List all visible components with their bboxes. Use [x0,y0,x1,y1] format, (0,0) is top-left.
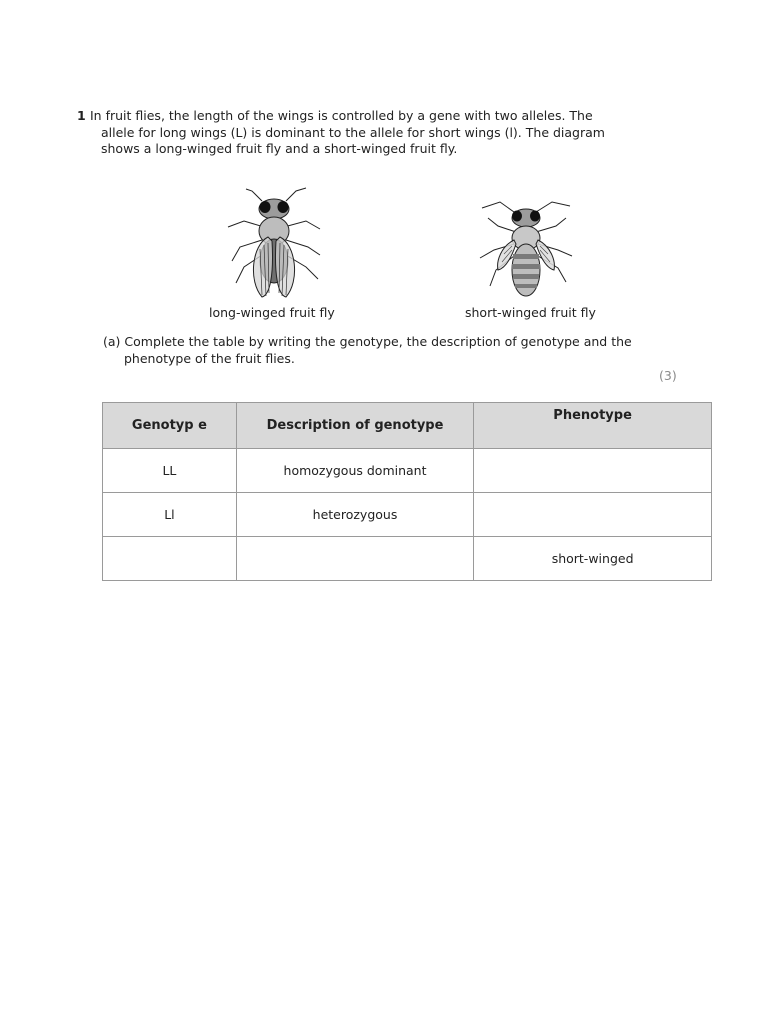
table-row [103,537,712,581]
table-header-row [103,403,712,449]
short-winged-caption: short-winged fruit fly [465,305,596,320]
genotype-answer-cell[interactable] [103,537,237,581]
header-description: Description of genotype [236,403,473,449]
table-row [103,493,712,537]
description-answer-cell[interactable] [236,537,473,581]
genotype-cell: Ll [103,493,237,537]
question-number: 1 [77,108,86,123]
part-a-text-1: Complete the table by writing the genotype, the description of genotype and the [124,334,632,349]
long-winged-fly-illustration [222,185,328,300]
header-phenotype: Phenotype [474,403,712,449]
part-a-line-2: phenotype of the fruit flies. [124,351,295,366]
part-a-line-1 [103,333,632,350]
phenotype-answer-cell[interactable] [474,449,712,493]
long-winged-caption: long-winged fruit fly [209,305,335,320]
part-a-label: (a) [103,334,121,349]
question-text [90,108,637,158]
question-line-3: shows a long-winged fruit fly and a short-winged fruit fly. [101,141,458,156]
description-cell: heterozygous [236,493,473,537]
phenotype-answer-cell[interactable] [474,493,712,537]
marks-allocation: (3) [659,368,677,383]
genotype-cell: LL [103,449,237,493]
header-genotype: Genotyp e [103,403,237,449]
question-line-2: allele for long wings (L) is dominant to the allele for short wings (l). The diagram [101,124,605,140]
description-cell: homozygous dominant [236,449,473,493]
short-winged-fly-illustration [474,198,578,302]
table-row [103,449,712,493]
question-line-1: In fruit flies, the length of the wings is controlled by a gene with two alleles. The [90,108,593,123]
part-a-instructions [103,333,632,367]
genotype-table [102,402,712,581]
phenotype-cell: short-winged [474,537,712,581]
question-block [77,108,637,158]
